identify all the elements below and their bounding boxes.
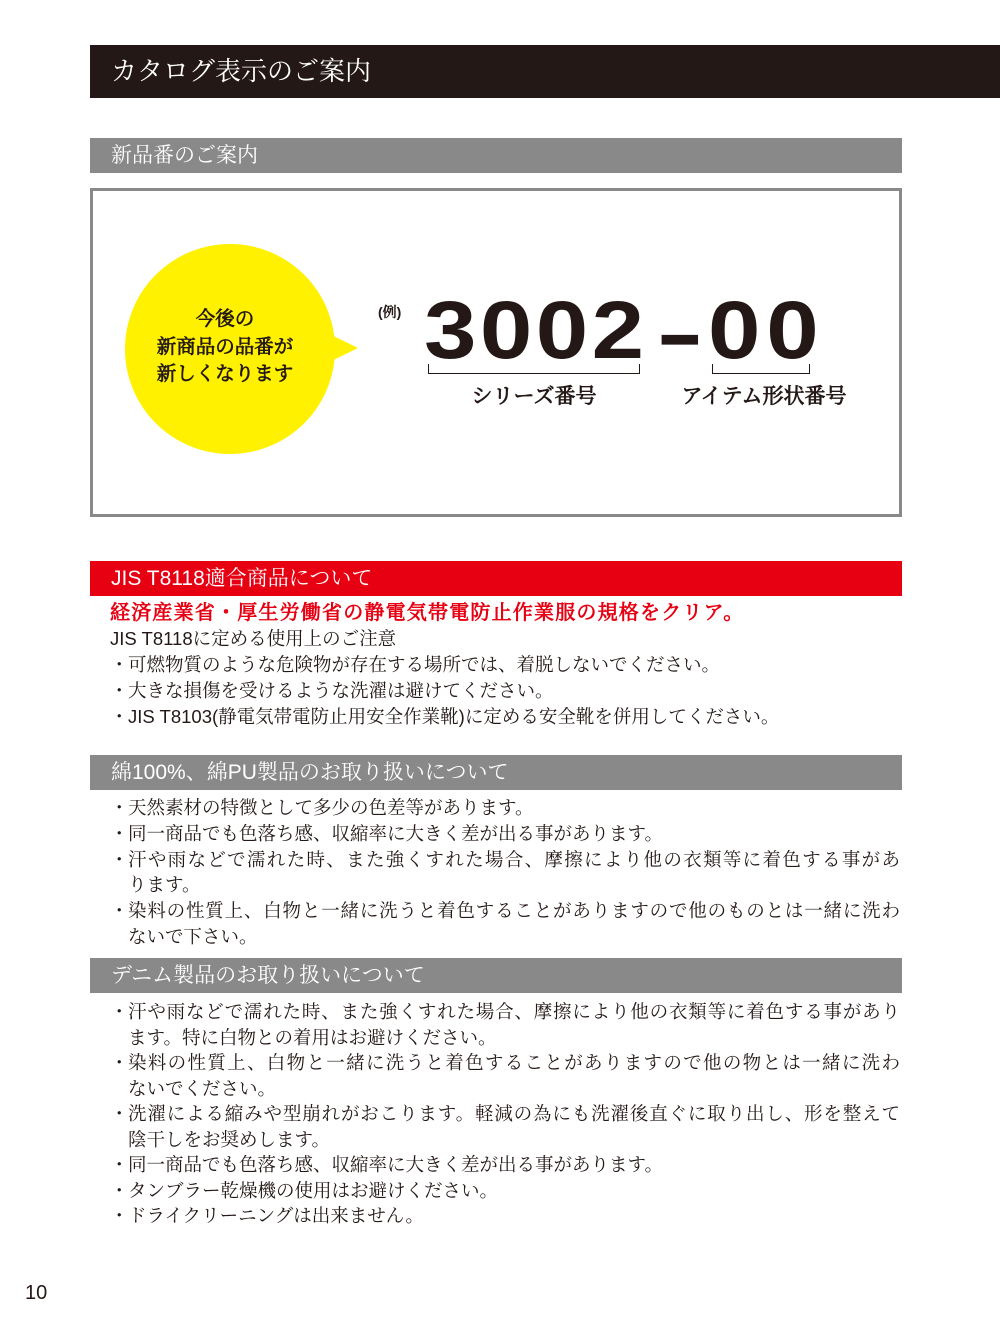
list-item-text: 可燃物質のような危険物が存在する場所では、着脱しないでください。 bbox=[128, 654, 721, 675]
list-item-text: 染料の性質上、白物と一緒に洗うと着色することがありますので他のものとは一緒に洗わ bbox=[128, 900, 900, 922]
list-item bbox=[110, 652, 900, 678]
bubble-line: 新しくなります bbox=[156, 363, 294, 385]
list-item bbox=[110, 795, 900, 821]
bullet-mark: ・ bbox=[110, 680, 129, 701]
list-item-text: ります。 bbox=[128, 874, 201, 896]
jis-heading-text: JIS T8118適合商品について bbox=[111, 567, 373, 590]
list-item-text: タンブラー乾燥機の使用はお避けください。 bbox=[128, 1179, 499, 1201]
denim-heading-text: デニム製品のお取り扱いについて bbox=[111, 964, 425, 987]
bullet-mark: ・ bbox=[110, 848, 129, 870]
bullet-mark: ・ bbox=[110, 797, 129, 818]
denim-list bbox=[110, 999, 900, 1229]
bullet-mark: ・ bbox=[110, 1154, 129, 1175]
list-item bbox=[110, 821, 900, 847]
denim-heading bbox=[90, 958, 902, 993]
bullet-mark: ・ bbox=[110, 1001, 129, 1022]
new-number-heading-text: 新品番のご案内 bbox=[111, 144, 258, 167]
item-code: 00 bbox=[708, 285, 825, 376]
list-item-text: ドライクリーニングは出来ません。 bbox=[128, 1205, 424, 1226]
bullet-mark: ・ bbox=[110, 706, 129, 727]
jis-highlight: 経済産業省・厚生労働省の静電気帯電防止作業服の規格をクリア。 bbox=[110, 602, 745, 624]
list-item bbox=[110, 1178, 900, 1204]
list-item-text: 汗や雨などで濡れた時、また強くすれた場合、摩擦により他の衣類等に着色する事があ bbox=[128, 848, 900, 870]
series-code: 3002 bbox=[424, 285, 648, 376]
list-item bbox=[110, 847, 900, 899]
item-bracket bbox=[712, 364, 810, 374]
bubble-line: 今後の bbox=[195, 308, 255, 330]
code-separator: - bbox=[656, 288, 704, 379]
bullet-mark: ・ bbox=[110, 1103, 129, 1124]
list-item bbox=[110, 898, 900, 950]
list-item-text: JIS T8103(静電気帯電防止用安全作業靴)に定める安全靴を併用してください。 bbox=[128, 706, 780, 727]
page-number: 10 bbox=[25, 1282, 48, 1304]
list-item-text: ないで下さい。 bbox=[128, 925, 258, 947]
list-item bbox=[110, 1101, 900, 1152]
cotton-heading-text: 綿100%、綿PU製品のお取り扱いについて bbox=[111, 761, 509, 784]
series-bracket bbox=[428, 364, 640, 374]
list-item-text: 洗濯による縮みや型崩れがおこります。軽減の為にも洗濯後直ぐに取り出し、形を整えて bbox=[128, 1103, 900, 1124]
page-header bbox=[90, 45, 1000, 98]
speech-bubble-text bbox=[125, 306, 325, 389]
series-code-label: シリーズ番号 bbox=[471, 385, 597, 408]
list-item bbox=[110, 704, 900, 730]
bullet-mark: ・ bbox=[110, 1205, 129, 1226]
example-label: (例) bbox=[378, 304, 402, 320]
list-item-text: 大きな損傷を受けるような洗濯は避けてください。 bbox=[128, 680, 554, 701]
cotton-list bbox=[110, 795, 900, 950]
bullet-mark: ・ bbox=[110, 900, 129, 922]
new-number-example-box bbox=[90, 188, 902, 517]
list-item bbox=[110, 1203, 900, 1229]
bullet-mark: ・ bbox=[110, 654, 129, 675]
bullet-mark: ・ bbox=[110, 1052, 129, 1073]
list-item bbox=[110, 999, 900, 1050]
list-item bbox=[110, 1152, 900, 1178]
list-item bbox=[110, 678, 900, 704]
jis-section-body bbox=[110, 600, 900, 730]
list-item-text: ないでください。 bbox=[128, 1077, 277, 1099]
list-item-text: 同一商品でも色落ち感、収縮率に大きく差が出る事があります。 bbox=[128, 822, 664, 844]
list-item-text: 汗や雨などで濡れた時、また強くすれた場合、摩擦により他の衣類等に着色する事があり bbox=[128, 1001, 900, 1022]
list-item bbox=[110, 1050, 900, 1101]
bubble-line: 新商品の品番が bbox=[156, 335, 294, 358]
list-item-text: ます。特に白物との着用はお避けください。 bbox=[128, 1026, 497, 1048]
jis-subtitle: JIS T8118に定める使用上のご注意 bbox=[110, 628, 397, 649]
list-item-text: 同一商品でも色落ち感、収縮率に大きく差が出る事があります。 bbox=[128, 1154, 664, 1175]
list-item-text: 天然素材の特徴として多少の色差等があります。 bbox=[128, 797, 534, 818]
bullet-mark: ・ bbox=[110, 822, 129, 844]
list-item-text: 染料の性質上、白物と一緒に洗うと着色することがありますので他の物とは一緒に洗わ bbox=[128, 1052, 900, 1073]
new-number-heading bbox=[90, 138, 902, 173]
bullet-mark: ・ bbox=[110, 1179, 129, 1201]
page-title: カタログ表示のご案内 bbox=[111, 56, 372, 86]
jis-heading bbox=[90, 561, 902, 596]
item-code-label: アイテム形状番号 bbox=[681, 385, 847, 408]
cotton-heading bbox=[90, 755, 902, 790]
list-item-text: 陰干しをお奨めします。 bbox=[128, 1128, 331, 1150]
